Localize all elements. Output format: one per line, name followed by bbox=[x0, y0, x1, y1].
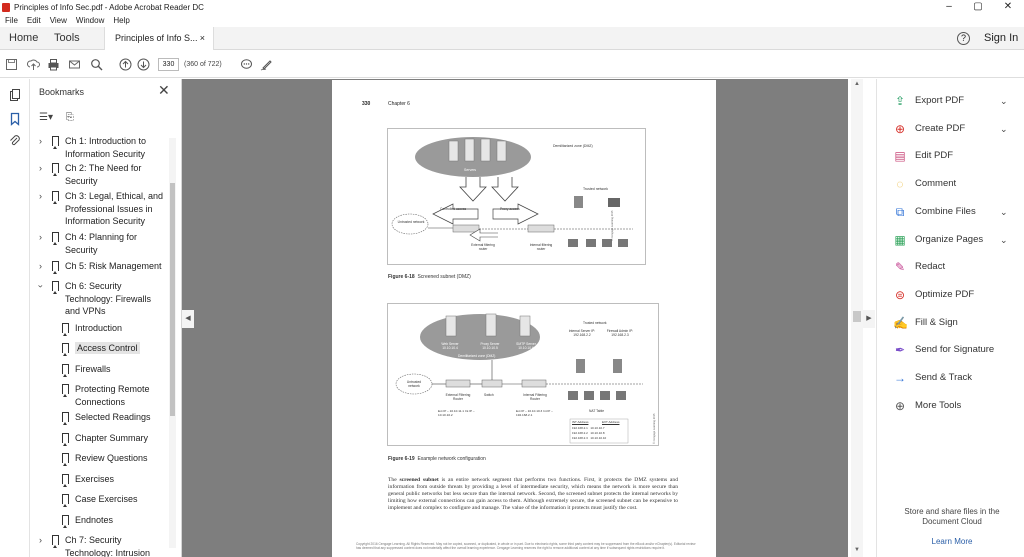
smtp-server-label: SMTP Server 10.10.10.6 bbox=[516, 342, 536, 350]
figure-6-18 bbox=[387, 128, 646, 265]
bookmark-icon bbox=[62, 343, 69, 353]
minimize-button[interactable]: – bbox=[946, 1, 952, 12]
dmz-label-2: Demilitarized zone (DMZ) bbox=[458, 354, 496, 358]
page-number: 330 bbox=[362, 101, 371, 107]
proxy-server-label: Proxy Server 10.10.10.5 bbox=[480, 342, 500, 350]
send-track-icon: → bbox=[894, 371, 906, 385]
bookmark-icon bbox=[52, 191, 59, 201]
menu-view[interactable]: View bbox=[49, 16, 67, 25]
toolbar bbox=[0, 51, 1024, 78]
tool-label: Combine Files bbox=[915, 205, 976, 217]
close-bookmarks-icon[interactable]: ✕ bbox=[158, 82, 170, 98]
bookmark-icon bbox=[52, 163, 59, 173]
bookmark-icon bbox=[62, 474, 69, 484]
chevron-right-icon[interactable]: › bbox=[39, 191, 42, 201]
tool-more-tools[interactable] bbox=[877, 396, 1024, 416]
bookmark-icon bbox=[62, 494, 69, 504]
bookmark-review-questions[interactable]: Review Questions bbox=[75, 452, 148, 465]
firewall-admin-label: Firewall Admin IP: 192.168.2.3 bbox=[606, 329, 634, 337]
tool-label: More Tools bbox=[915, 399, 962, 411]
more-tools-icon: ⊕ bbox=[894, 398, 906, 413]
close-window-button[interactable]: ✕ bbox=[1003, 1, 1013, 12]
promo-text: Store and share files in the Document Cloud bbox=[904, 507, 1000, 526]
bookmark-icon bbox=[52, 232, 59, 242]
chevron-right-icon[interactable]: › bbox=[39, 136, 42, 146]
tab-document[interactable] bbox=[104, 27, 214, 50]
menu-bar bbox=[0, 14, 1024, 27]
edit-pdf-icon: ▤ bbox=[894, 149, 906, 164]
trusted-network-label: Trusted network bbox=[583, 187, 608, 191]
body-paragraph: The screened subnet is an entire network segment that performs two functions. First, it protects the DMZ systems and information from outside threats by providing a level of intermediate security, which means the network is more secure than general public networks but less secure than the internal network. Second, the screened subnet protects the internal networks by limiting how external connections can gain access to them. Although extremely secure, the screened subnet can be expensive to implement and complex to configure and manage. The value of the information it protects must justify the cost. bbox=[388, 477, 678, 512]
tool-label: Redact bbox=[915, 261, 946, 273]
dmz-diagram bbox=[388, 129, 647, 266]
bookmark-introduction[interactable]: Introduction bbox=[75, 322, 122, 335]
scroll-down-icon[interactable]: ▼ bbox=[854, 547, 860, 553]
tab-bar bbox=[0, 27, 1024, 50]
help-icon[interactable]: ? bbox=[957, 32, 970, 45]
pages-icon[interactable] bbox=[8, 88, 22, 102]
chevron-down-icon[interactable]: ⌄ bbox=[1000, 206, 1008, 217]
bookmark-ch4[interactable]: › Ch 4: Planning for Security bbox=[39, 232, 138, 255]
external-router-label: External filtering router bbox=[471, 243, 495, 251]
bookmarks-title: Bookmarks bbox=[39, 87, 85, 97]
bookmark-endnotes[interactable]: Endnotes bbox=[75, 514, 113, 527]
title-bar bbox=[0, 0, 1024, 14]
page-count: (360 of 722) bbox=[184, 61, 222, 68]
redact-icon: ✎ bbox=[894, 260, 906, 275]
tool-combine-files[interactable] bbox=[877, 202, 1024, 222]
nat-int-header: INT Address bbox=[572, 420, 589, 424]
bookmark-protecting-remote[interactable]: Protecting Remote Connections bbox=[75, 383, 150, 408]
figure-6-18-caption: Figure 6-18 Screened subnet (DMZ) bbox=[388, 274, 471, 280]
send-signature-icon: ✒ bbox=[894, 343, 906, 358]
bookmark-firewalls[interactable]: Firewalls bbox=[75, 363, 111, 376]
expand-tools-icon[interactable]: ▶ bbox=[863, 310, 875, 328]
learn-more-link[interactable]: Learn More bbox=[931, 537, 973, 546]
bookmarks-panel bbox=[30, 79, 182, 557]
tool-organize-pages[interactable] bbox=[877, 230, 1024, 250]
print-icon[interactable] bbox=[47, 58, 60, 71]
bookmark-add-icon[interactable]: ⎘ bbox=[65, 112, 74, 123]
tools-panel bbox=[876, 79, 1024, 557]
tool-label: Create PDF bbox=[915, 122, 966, 134]
internal-server-label: Internal Server IP: 192.168.2.2 bbox=[568, 329, 596, 337]
tool-export-pdf[interactable] bbox=[877, 91, 1024, 111]
trusted-network-label-2: Trusted network bbox=[583, 321, 607, 325]
bookmark-icon bbox=[62, 453, 69, 463]
window-title: Principles of Info Sec.pdf - Adobe Acrobat Reader DC bbox=[14, 2, 204, 12]
document-scrollbar[interactable] bbox=[851, 79, 863, 557]
bookmark-icon bbox=[52, 281, 59, 291]
bookmark-ch1[interactable]: › Ch 1: Introduction to Information Security bbox=[39, 136, 147, 159]
fill-sign-icon: ✍ bbox=[893, 315, 908, 330]
bookmark-selected-readings[interactable]: Selected Readings bbox=[75, 411, 151, 424]
tool-label: Send & Track bbox=[915, 372, 973, 383]
fig18-credit: © Cengage Learning 2015 bbox=[611, 210, 614, 241]
scroll-up-icon[interactable]: ▲ bbox=[854, 81, 860, 87]
defined-term: screened subnet bbox=[399, 477, 439, 483]
sign-in-button[interactable]: Sign In bbox=[984, 32, 1019, 44]
search-icon[interactable] bbox=[90, 58, 103, 71]
chevron-right-icon[interactable]: › bbox=[39, 261, 42, 271]
navigation-rail bbox=[0, 79, 30, 557]
bookmark-access-control[interactable]: Access Control bbox=[75, 342, 140, 355]
controlled-access-label: Controlled access bbox=[440, 207, 467, 211]
bookmarks-scroll-thumb[interactable] bbox=[170, 183, 175, 416]
chevron-right-icon[interactable]: › bbox=[39, 232, 42, 242]
tool-label: Edit PDF bbox=[915, 150, 954, 162]
chevron-down-icon[interactable]: › bbox=[35, 284, 46, 288]
bookmark-icon bbox=[62, 384, 69, 394]
bookmark-tools bbox=[39, 112, 74, 123]
web-server-label: Web Server 10.10.10.4 bbox=[441, 342, 459, 350]
tool-redact[interactable] bbox=[877, 257, 1024, 277]
chapter-header: Chapter 6 bbox=[388, 101, 410, 107]
combine-files-icon: ⧉ bbox=[895, 204, 905, 219]
chevron-right-icon[interactable]: › bbox=[39, 535, 42, 545]
bookmark-icon bbox=[52, 535, 59, 545]
document-tab-label: Principles of Info S... bbox=[115, 33, 198, 43]
document-cloud-promo bbox=[893, 507, 1011, 547]
acrobat-icon bbox=[2, 3, 10, 12]
menu-window[interactable]: Window bbox=[75, 16, 105, 25]
organize-pages-icon: ▦ bbox=[894, 232, 906, 247]
close-tab-icon[interactable]: × bbox=[199, 33, 205, 43]
tool-edit-pdf[interactable] bbox=[877, 146, 1024, 166]
restore-button[interactable]: ▢ bbox=[973, 1, 983, 12]
figure-6-19 bbox=[387, 303, 659, 446]
switch-label: Switch bbox=[484, 393, 494, 397]
optimize-pdf-icon: ⊜ bbox=[894, 287, 906, 302]
bookmark-ch5[interactable]: › Ch 5: Risk Management bbox=[39, 261, 162, 271]
upload-icon[interactable] bbox=[27, 58, 40, 71]
tab-tools[interactable]: Tools bbox=[54, 32, 80, 44]
proxy-access-label: Proxy access bbox=[500, 207, 520, 211]
tool-label: Fill & Sign bbox=[915, 316, 958, 328]
bookmark-ch2[interactable]: › Ch 2: The Need for Security bbox=[39, 163, 142, 186]
tool-label: Organize Pages bbox=[915, 233, 984, 245]
int-router-label: Internal Filtering Router bbox=[523, 393, 547, 401]
bookmarks-scrollbar[interactable] bbox=[169, 138, 176, 548]
save-icon[interactable] bbox=[5, 58, 18, 71]
fig19-credit: © Cengage Learning 2015 bbox=[653, 413, 656, 444]
page-number-input[interactable]: 330 bbox=[158, 58, 179, 71]
bookmark-ch3[interactable]: › Ch 3: Legal, Ethical, and Professional Issues in Information Security bbox=[39, 191, 164, 226]
tool-optimize-pdf[interactable] bbox=[877, 285, 1024, 305]
tool-label: Optimize PDF bbox=[915, 288, 975, 300]
untrusted-network-label-2: Untrusted network bbox=[406, 380, 422, 388]
bookmark-ch6[interactable]: › Ch 6: Security Technology: Firewalls and VPNs bbox=[35, 281, 152, 316]
create-pdf-icon: ⊕ bbox=[894, 121, 906, 136]
export-pdf-icon: ⇪ bbox=[894, 94, 906, 108]
bookmark-icon bbox=[62, 433, 69, 443]
copyright-footnote: Copyright 2016 Cengage Learning. All Rights Reserved. May not be copied, scanned, or duplicated, in whole or in part. Due to electronic rights, some third party content may be suppressed from the eBook and/or eChapter(s). Editorial review has deemed that any suppressed content does not materially affect the overall learning experience. Cengage Learning reserves the right to remove additional content at any time if subsequent rights restrictions require it. bbox=[356, 542, 696, 550]
bookmark-icon bbox=[52, 136, 59, 146]
bookmarks-panel-icon[interactable] bbox=[8, 112, 22, 126]
tool-fill-sign[interactable] bbox=[877, 313, 1024, 333]
tool-send-track[interactable] bbox=[877, 368, 1024, 388]
tool-label: Comment bbox=[915, 178, 957, 190]
ext-router-ips: Ext IP – 10.10.11.1 Int IP – 10.10.10.2 bbox=[438, 409, 475, 417]
document-scroll-thumb[interactable] bbox=[853, 311, 861, 322]
pen-icon[interactable] bbox=[260, 58, 273, 71]
tool-label: Export PDF bbox=[915, 95, 965, 106]
nat-table-label: NAT Table bbox=[589, 409, 605, 413]
chevron-down-icon[interactable]: ⌄ bbox=[1000, 123, 1008, 134]
attachments-icon[interactable] bbox=[8, 134, 22, 148]
int-router-ips: Ext IP – 10.10.10.3 Int IP – 192.168.2.1 bbox=[516, 409, 553, 417]
nat-row: 192.168.2.1 10.10.10.7 bbox=[572, 426, 605, 430]
chevron-down-icon[interactable]: ⌄ bbox=[1000, 234, 1008, 245]
untrusted-network-label: Untrusted network bbox=[397, 220, 425, 224]
bookmark-icon bbox=[62, 412, 69, 422]
bookmark-case-exercises[interactable]: Case Exercises bbox=[75, 493, 138, 506]
email-icon[interactable] bbox=[68, 58, 81, 71]
tool-comment[interactable] bbox=[877, 174, 1024, 194]
bookmark-options-icon[interactable]: ☰▾ bbox=[39, 112, 53, 123]
bookmark-icon bbox=[62, 323, 69, 333]
nat-row: 192.168.2.3 10.10.10.10 bbox=[572, 436, 607, 440]
bookmark-ch7[interactable]: › Ch 7: Security Technology: Intrusion bbox=[39, 535, 151, 557]
comment-icon: ◌ bbox=[896, 177, 904, 192]
bookmark-icon bbox=[52, 261, 59, 271]
tool-send-for-signature[interactable] bbox=[877, 340, 1024, 360]
tab-home[interactable]: Home bbox=[9, 32, 39, 44]
servers-label: Servers bbox=[464, 168, 477, 172]
previous-page-icon[interactable] bbox=[119, 58, 132, 71]
ext-router-label: External Filtering Router bbox=[445, 393, 471, 401]
dmz-label: Demilitarized zone (DMZ) bbox=[553, 144, 593, 148]
menu-help[interactable]: Help bbox=[113, 16, 130, 25]
figure-6-19-caption: Figure 6-19 Example network configuration bbox=[388, 456, 486, 462]
chevron-down-icon[interactable]: ⌄ bbox=[1000, 96, 1008, 106]
bookmark-icon bbox=[62, 515, 69, 525]
tool-label: Send for Signature bbox=[915, 344, 995, 356]
internal-router-label: Internal filtering router bbox=[529, 243, 553, 251]
network-config-diagram bbox=[388, 304, 660, 447]
next-page-icon[interactable] bbox=[137, 58, 150, 71]
menu-edit[interactable]: Edit bbox=[26, 16, 41, 25]
menu-file[interactable]: File bbox=[5, 16, 18, 25]
bookmark-icon bbox=[62, 364, 69, 374]
comment-tool-icon[interactable] bbox=[240, 58, 253, 71]
nat-row: 192.168.2.2 10.10.10.8 bbox=[572, 431, 605, 435]
bookmark-exercises[interactable]: Exercises bbox=[75, 473, 114, 486]
bookmark-chapter-summary[interactable]: Chapter Summary bbox=[75, 432, 148, 445]
tool-create-pdf[interactable] bbox=[877, 119, 1024, 139]
nat-ext-header: EXT Address bbox=[602, 420, 620, 424]
collapse-panel-icon[interactable]: ◀ bbox=[182, 310, 194, 328]
chevron-right-icon[interactable]: › bbox=[39, 163, 42, 173]
